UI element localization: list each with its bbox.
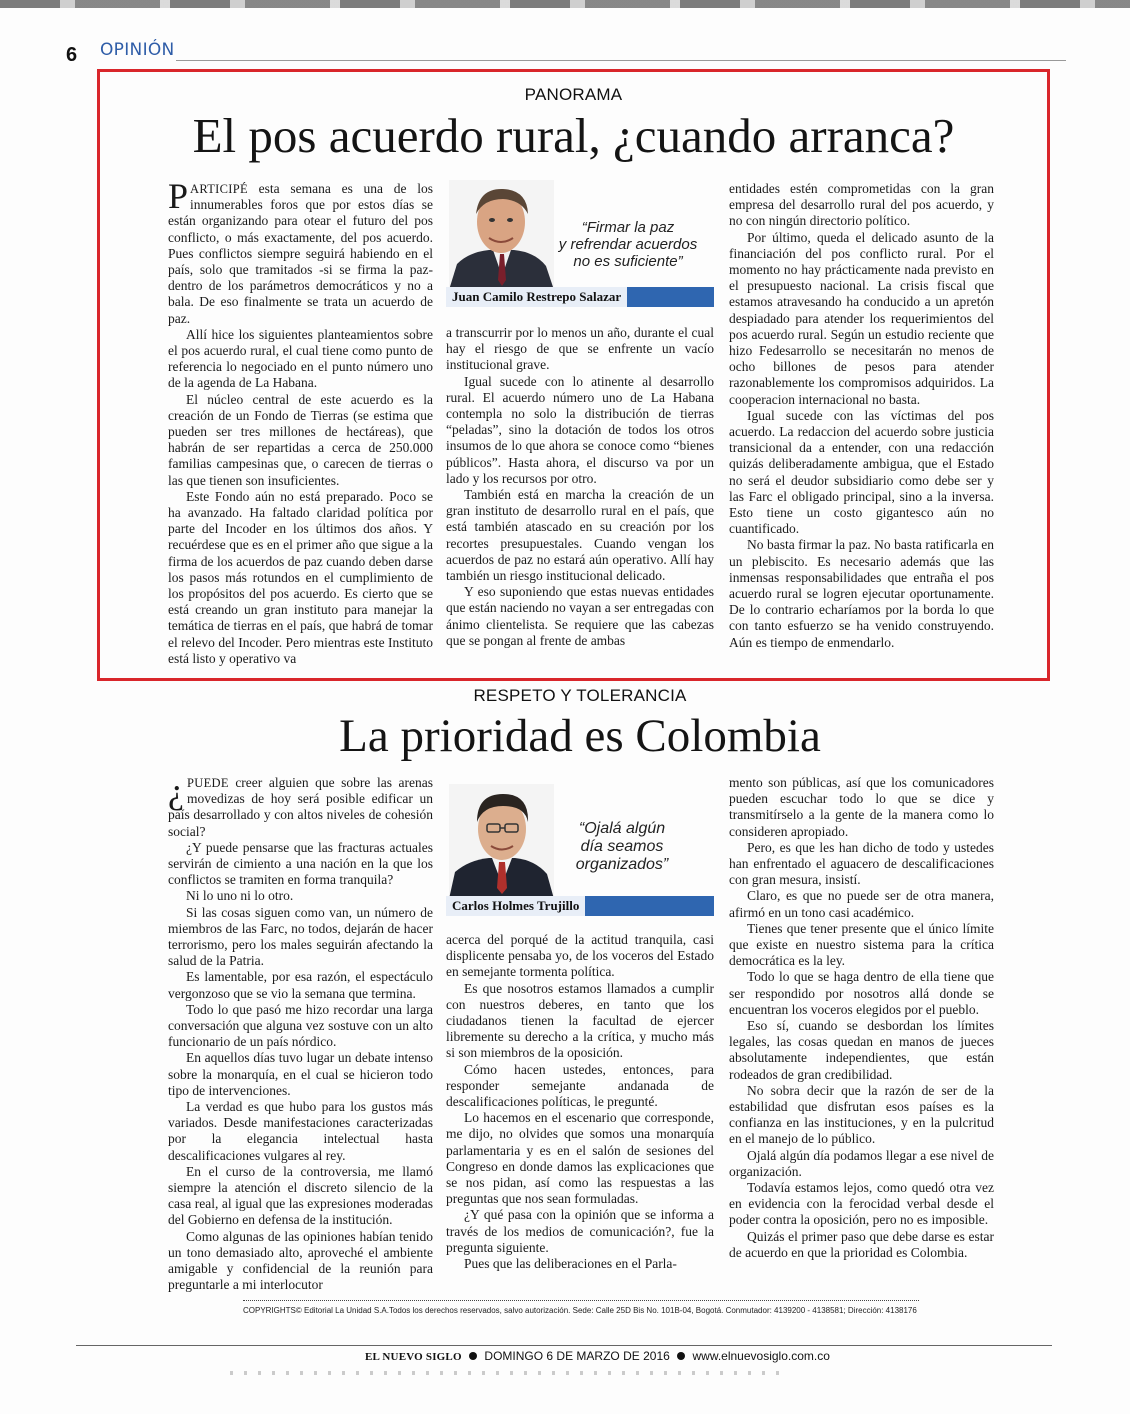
issue-date: DOMINGO 6 DE MARZO DE 2016 (484, 1349, 670, 1363)
article2-paragraph: Todo lo que pasó me hizo recordar una larga conversación que alguna vez sostuve con un alto funcionario de un país nórdico. (168, 1001, 433, 1050)
quote-line: día seamos (580, 838, 664, 855)
article2-column-1 (168, 771, 433, 1294)
scan-edge (0, 0, 1130, 8)
article2-paragraph: Todo lo que se haga dentro de ella tiene que ser respondido por nosotros allá donde se encuentran los voceros elegidos por el pueblo. (729, 969, 994, 1017)
newspaper-brand: EL NUEVO SIGLO (365, 1351, 462, 1363)
article2-paragraph: Tienes que tener presente que el único límite que existe en nuestro sistema para la crítica democrática es la ley. (729, 920, 994, 969)
author-photo (449, 180, 554, 290)
header-rule (176, 60, 1066, 61)
article2-paragraph: Lo hacemos en el escenario que corresponde, me dijo, no olvides que somos una monarquía parlamentaria y es en el salón de sesiones del Congreso en donde damos las explicaciones que se nos pidan, así como las respuestas a las preguntas que nos sean formuladas. (446, 1110, 714, 1207)
article2-paragraph: En aquellos días tuvo lugar un debate intenso sobre la monarquía, en el cual se hicieron todo tipo de intervenciones. (168, 1050, 433, 1098)
article1-paragraph: Allí hice los siguientes planteamientos sobre el pos acuerdo rural, el cual tiene como punto de referencia lo negociado en el punto número uno de la agenda de La Habana. (168, 326, 433, 391)
page-header (66, 40, 1066, 66)
dropcap: P (168, 176, 189, 216)
article1-paragraph (168, 176, 433, 327)
article2-paragraph: La verdad es que hubo para los gustos más variados. Desde manifestaciones caracterizadas por la elegancia intelectual hasta descalificaciones vulgares al rey. (168, 1099, 433, 1163)
article1-kicker: PANORAMA (524, 85, 623, 104)
author-name: Juan Camilo Restrepo Salazar (446, 287, 627, 307)
article1-paragraph: entidades estén comprometidas con la gran empresa del desarrollo rural del pos acuerdo, y no con ningún directorio político. (729, 181, 994, 229)
website-url: www.elnuevosiglo.com.co (692, 1349, 830, 1363)
paragraph-text: esta semana es una de los innumerables foros que por estos días se están organizando para otear el futuro del pos conflicto, o más exactamente, del pos acuerdo. Pues conflictos siempre seguirá habiendo en el país, solo que tramitados -si se firma la paz- dentro de los parámetros democráticos y no a bala. De eso finalmente se trata un acuerdo de paz. (168, 181, 433, 326)
article2-kicker: RESPETO Y TOLERANCIA (473, 686, 687, 705)
article2-column-3 (729, 775, 994, 1261)
quote-line: organizados” (575, 856, 669, 873)
author-name-bar (446, 287, 714, 307)
article2-paragraph: Pues que las deliberaciones en el Parla- (464, 1256, 677, 1272)
article1-column-2 (446, 325, 714, 649)
article2-paragraph: No sobra decir que la razón de ser de la estabilidad que disfrutan esos países es la confianza en las instituciones, y en la pulcritud en el manejo de lo público. (729, 1082, 994, 1147)
section-title: OPINIÓN (100, 40, 175, 60)
article2-paragraph: Es lamentable, por esa razón, el espectáculo vergonzoso que se vio la semana que termina. (168, 969, 433, 1001)
quote-line: “Ojalá algún (578, 820, 666, 837)
article2-paragraph (168, 771, 433, 840)
article2-paragraph: ¿Y puede pensarse que las fracturas actuales servirán de cimiento a una nación en la que los conflictos se tramiten en forma tranquila? (168, 839, 433, 888)
article2-paragraph: En el curso de la controversia, me llamó siempre la atención el discreto silencio de la casa real, al igual que las expresiones moderadas del Gobierno en defensa de la institución. (168, 1163, 433, 1228)
lead-in: ARTICIPÉ (190, 182, 248, 196)
article1-paragraph: a transcurrir por lo menos un año, durante el cual hay el riesgo de que se enfrente un vacío institucional grave. (446, 325, 714, 373)
article2-column-2 (446, 932, 714, 1272)
article2-paragraph: Quizás el primer paso que debe darse es estar de acuerdo en que la prioridad es Colombia. (729, 1228, 994, 1260)
article2-paragraph: Si las cosas siguen como van, un número de miembros de las Farc, no todos, dejarán de hacer terrorismo, pero los males seguirán afectando la salud de la Patria. (168, 904, 433, 969)
article2-paragraph: Es que nosotros estamos llamados a cumplir con nuestros deberes, en tanto que los ciudadanos tienen la facultad de ejercer libremente su derecho a la crítica, y mucho más si son miembros de la oposición. (446, 980, 714, 1061)
article2-paragraph: Cómo hacen ustedes, entonces, para responder semejante andanada de descalificaciones políticas, le pregunté. (446, 1061, 714, 1110)
author-portrait-icon (449, 784, 554, 899)
article1-paragraph: El núcleo central de este acuerdo es la creación de un Fondo de Tierras (se estima que pueden ser tres millones de hectáreas), que habrán de ser repartidas a cerca de 250.000 familias campesinas que, o carecen de tierras o las que tienen son insuficientes. (168, 391, 433, 488)
article1-paragraph: No basta firmar la paz. No basta ratificarla en un plebiscito. Es necesario además que las inmensas responsabilidades que entraña el pos acuerdo rural se logren ejecutar oportunamente. De lo contrario echaríamos por la borda lo que con tanto esfuerzo se ha venido construyendo. Aún es tiempo de enmendarlo. (729, 537, 994, 650)
quote-line: no es suficiente” (573, 253, 683, 270)
article2-paragraph: mento son públicas, así que los comunicadores pueden escuchar todo lo que se dice y transmitírselo a la gente de la manera como lo consideren apropiado. (729, 775, 994, 839)
page-number: 6 (66, 44, 78, 66)
article2-paragraph: Claro, es que no puede ser de otra manera, afirmó en un tono casi académico. (729, 888, 994, 920)
article1-paragraph: También está en marcha la creación de un gran instituto de desarrollo rural en el país, que está también atascado en su creación por los recortes presupuestales. Cuando vengan los acuerdos de paz no estará aún operativo. Allí hay también un riesgo institucional delicado. (446, 487, 714, 584)
article2-paragraph: Ojalá algún día podamos llegar a ese nivel de organización. (729, 1147, 994, 1179)
author-name: Carlos Holmes Trujillo (446, 896, 585, 916)
dropcap: ¿ (168, 771, 184, 811)
article1-paragraph: Por último, queda el delicado asunto de la financiación del pos conflicto rural. Por el momento no hay prácticamente nada previsto en el presupuesto nacional. La crisis fiscal que estamos atravesando ha conducido a un apretón despiadado para atender los requerimientos del pos acuerdo rural. Según un estudio reciente que hizo Fedesarrollo se necesitarán no menos de ocho billones de pesos para atender razonablemente los compromisos adquiridos. La cooperacion internacional no basta. (729, 229, 994, 407)
article1-paragraph: Y eso suponiendo que estas nuevas entidades que están naciendo no vayan a ser entregadas con ánimo clientelista. Se requiere que las cabezas que se pongan al frente de ambas (446, 584, 714, 648)
article1-column-3 (729, 181, 994, 651)
article2-paragraph: Pero, es que les han dicho de todo y ustedes han enfrentado el aguacero de descalificaciones con gran mesura, insistí. (729, 839, 994, 888)
article1-pull-quote (548, 219, 708, 270)
article2-paragraph: Ni lo uno ni lo otro. (186, 888, 294, 904)
author-photo (449, 784, 554, 899)
bullet-icon (469, 1352, 477, 1360)
article2-paragraph: acerca del porqué de la actitud tranquila, casi displicente pensaba yo, de los voceros del Estado en semejante tormenta política. (446, 932, 714, 980)
copyright-rule (243, 1300, 919, 1301)
copyright-notice: COPYRIGHTS© Editorial La Unidad S.A.Todos los derechos reservados, salvo autorización. Sede: Calle 25D Bis No. 101B-04, Bogotá. Conmutador: 4139200 - 4138581; Dirección: 4138176 (243, 1306, 917, 1315)
lead-in: PUEDE (186, 776, 229, 790)
article2-paragraph: Eso sí, cuando se desbordan los límites legales, las cosas quedan en manos de jueces absolutamente independientes, que están rodeados de gran credibilidad. (729, 1018, 994, 1082)
article1-headline: El pos acuerdo rural, ¿cuando arranca? (192, 108, 955, 163)
article1-paragraph: Igual sucede con lo atinente al desarrollo rural. El acuerdo número uno de La Habana contempla no solo la distribución de tierras “peladas”, sino la dotación de todos los otros insumos de lo que ahora se conoce como “bienes públicos”. Hasta ahora, el discurso va por un lado y los recursos por otro. (446, 373, 714, 486)
article2-paragraph: ¿Y qué pasa con la opinión que se informa a través de los medios de comunicación?, fue la pregunta siguiente. (446, 1207, 714, 1255)
article2-headline: La prioridad es Colombia (339, 710, 821, 762)
bullet-icon (677, 1352, 685, 1360)
quote-line: y refrendar acuerdos (558, 236, 698, 253)
article1-paragraph: Este Fondo aún no está preparado. Poco se ha avanzado. Ha faltado claridad política por parte del Incoder en los últimos dos años. Y recuérdese que es en el primer año que sigue a la firma de los acuerdos de paz cuando deben darse los pasos más rotundos en el cumplimiento de los propósitos del pos acuerdo. Es cierto que se está creando un gran instituto para manejar la temática de tierras en el país, que habrá de tomar el relevo del Incoder. Pero mientras este Instituto está listo y operativo va (168, 488, 433, 666)
article1-column-1 (168, 176, 433, 667)
page-footer (365, 1349, 830, 1363)
article1-paragraph: Igual sucede con las víctimas del pos acuerdo. La redaccion del acuerdo sobre justicia transicional da a entender, con una redacción quizás deliberadamente ambigua, que el Estado no será el deudor subsidiario como debe ser y las Farc el obligado principal, sino a la inversa. Esto tiene un costo gigantesco aún no cuantificado. (729, 407, 994, 537)
quote-line: “Firmar la paz (581, 219, 675, 236)
article2-paragraph: Todavía estamos lejos, como quedó otra vez en evidencia con la ferocidad verbal desde el poder contra la oposición, pero no es imposible. (729, 1180, 994, 1228)
author-portrait-icon (449, 180, 554, 290)
paragraph-text: creer alguien que sobre las arenas movedizas de hoy será posible edificar un país desarrollado y con altos niveles de cohesión social? (168, 775, 433, 839)
scan-noise (230, 1371, 790, 1375)
article2-paragraph: Como algunas de las opiniones habían tenido un tono demasiado alto, aproveché el ambiente amigable y confidencial de la reunión para preguntarle a mi interlocutor (168, 1228, 433, 1293)
author-name-bar (446, 896, 714, 916)
article2-pull-quote (552, 820, 692, 874)
footer-rule (76, 1345, 1052, 1346)
